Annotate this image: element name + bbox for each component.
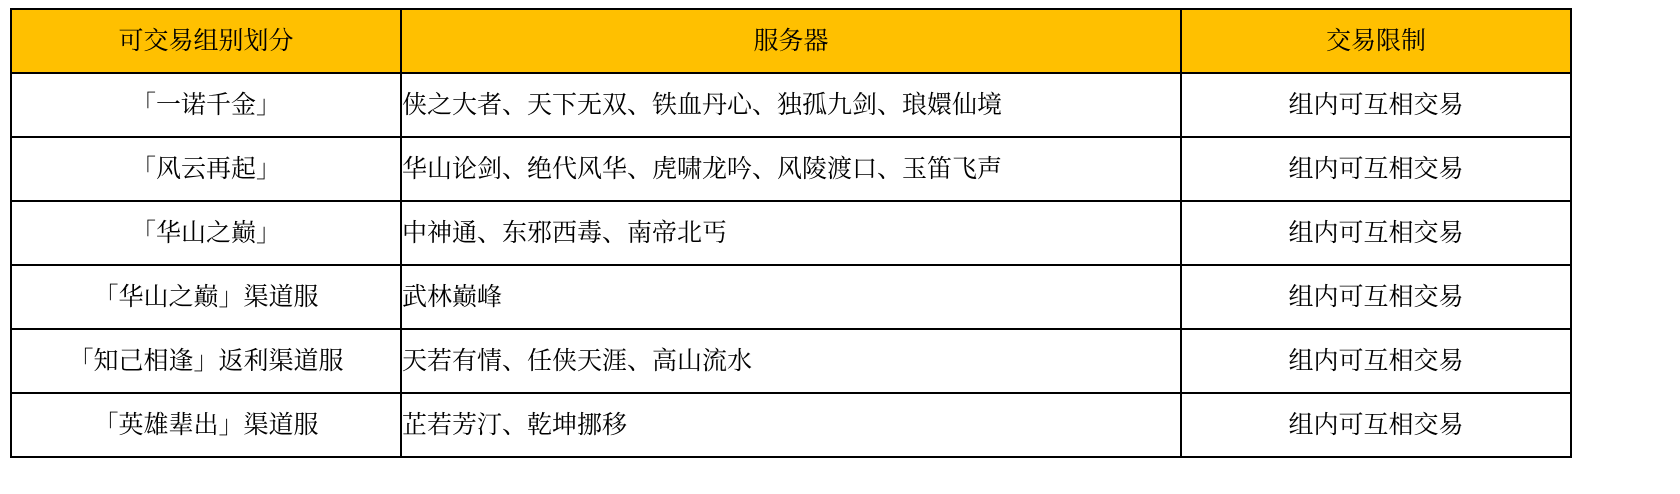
table-row (11, 137, 1571, 201)
cell-group: 「英雄辈出」渠道服 (11, 393, 401, 457)
trade-groups-table (10, 8, 1572, 458)
cell-group: 「知己相逢」返利渠道服 (11, 329, 401, 393)
cell-servers: 天若有情、任侠天涯、高山流水 (401, 329, 1181, 393)
cell-servers: 武林巅峰 (401, 265, 1181, 329)
cell-limit: 组内可互相交易 (1181, 73, 1571, 137)
cell-group: 「华山之巅」渠道服 (11, 265, 401, 329)
table-row (11, 201, 1571, 265)
cell-group: 「华山之巅」 (11, 201, 401, 265)
table-header-row (11, 9, 1571, 73)
cell-group: 「风云再起」 (11, 137, 401, 201)
cell-servers: 华山论剑、绝代风华、虎啸龙吟、风陵渡口、玉笛飞声 (401, 137, 1181, 201)
cell-servers: 芷若芳汀、乾坤挪移 (401, 393, 1181, 457)
cell-limit: 组内可互相交易 (1181, 201, 1571, 265)
table-body (11, 73, 1571, 457)
table-row (11, 73, 1571, 137)
cell-servers: 中神通、东邪西毒、南帝北丐 (401, 201, 1181, 265)
cell-group: 「一诺千金」 (11, 73, 401, 137)
cell-limit: 组内可互相交易 (1181, 329, 1571, 393)
cell-servers: 侠之大者、天下无双、铁血丹心、独孤九剑、琅嬛仙境 (401, 73, 1181, 137)
cell-limit: 组内可互相交易 (1181, 137, 1571, 201)
table-header (11, 9, 1571, 73)
cell-limit: 组内可互相交易 (1181, 393, 1571, 457)
column-header-limit: 交易限制 (1181, 9, 1571, 73)
table-row (11, 329, 1571, 393)
table-row (11, 265, 1571, 329)
table-row (11, 393, 1571, 457)
cell-limit: 组内可互相交易 (1181, 265, 1571, 329)
column-header-group: 可交易组别划分 (11, 9, 401, 73)
column-header-server: 服务器 (401, 9, 1181, 73)
